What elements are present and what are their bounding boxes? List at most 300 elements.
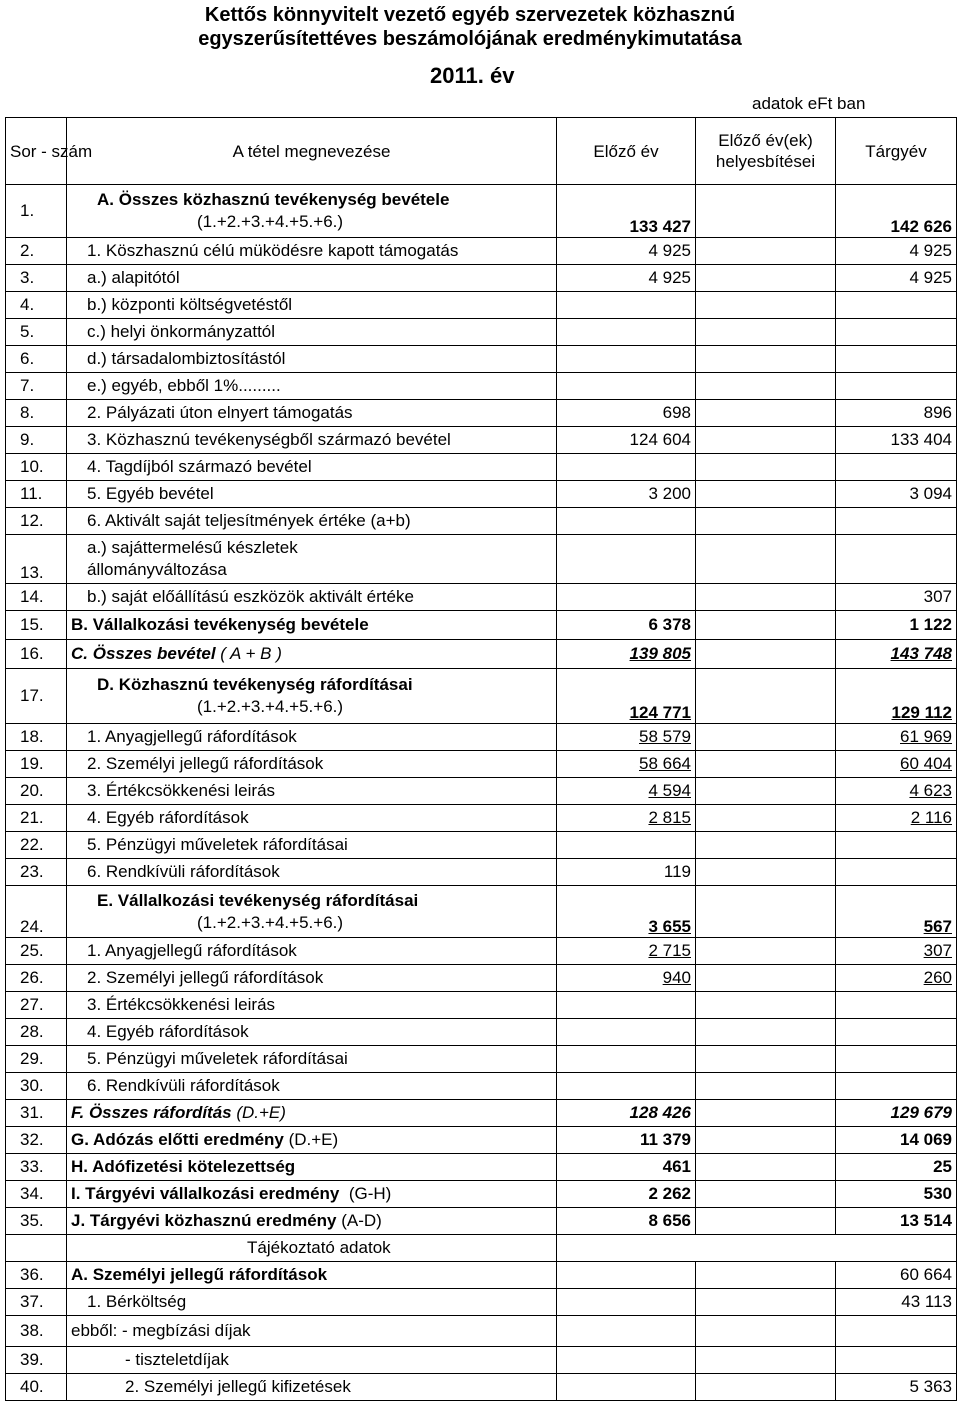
prev-adj-cell [696,751,836,778]
row-number: 31. [6,1100,67,1127]
row-label-line-2: (1.+2.+3.+4.+5.+6.) [197,697,344,716]
prev-year-cell [557,1208,696,1235]
row-label-line-1: D. Közhasznú tevékenység ráfordításai [97,675,413,694]
row-number: 27. [6,992,67,1019]
table-row [6,640,957,669]
current-year-cell [836,481,957,508]
row-number: 33. [6,1154,67,1181]
row-number: 10. [6,454,67,481]
prev-year-cell-value: 119 [663,862,691,881]
section-row [6,1235,957,1262]
prev-adj-cell [696,1316,836,1347]
current-year-cell [836,400,957,427]
prev-year-cell [557,319,696,346]
current-year-cell [836,1316,957,1347]
row-number: 17. [6,669,67,724]
prev-adj-cell [696,1347,836,1374]
row-number: 14. [6,584,67,611]
row-label [67,1181,557,1208]
prev-year-cell [557,1289,696,1316]
row-label: d.) társadalombiztosítástól [67,346,557,373]
prev-adj-cell [696,859,836,886]
row-number: 37. [6,1289,67,1316]
prev-year-cell [557,265,696,292]
row-label: 5. Pénzügyi műveletek ráfordításai [67,1046,557,1073]
current-year-cell [836,611,957,640]
row-label: 6. Rendkívüli ráfordítások [67,859,557,886]
row-number: 35. [6,1208,67,1235]
table-row [6,584,957,611]
table-row [6,508,957,535]
table-row [6,454,957,481]
section-sor-cell [6,1235,67,1262]
report-title-line-2: egyszerűsítettéves beszámolójának eredménykimutatása [198,28,742,50]
current-year-cell [836,859,957,886]
prev-year-cell-value: 128 426 [629,1103,691,1122]
current-year-cell-value: 129 112 [891,703,952,722]
prev-year-cell [557,751,696,778]
row-label: 5. Egyéb bevétel [67,481,557,508]
current-year-cell [836,1100,957,1127]
current-year-cell-value: 1 122 [909,615,952,634]
row-number: 22. [6,832,67,859]
row-label [67,1127,557,1154]
prev-year-cell [557,1046,696,1073]
prev-year-cell-value: 940 [662,968,691,987]
current-year-cell-value: 133 404 [890,430,952,449]
current-year-cell [836,1154,957,1181]
prev-year-cell [557,640,696,669]
current-year-cell [836,992,957,1019]
row-number: 15. [6,611,67,640]
prev-year-cell [557,886,696,938]
table-row [6,373,957,400]
current-year-cell-value: 307 [923,587,952,606]
row-label: ebből: - megbízási díjak [67,1316,557,1347]
prev-adj-cell [696,535,836,584]
table-body [6,185,957,1401]
row-number: 21. [6,805,67,832]
prev-year-cell [557,1316,696,1347]
row-number: 38. [6,1316,67,1347]
row-label: 6. Aktivált saját teljesítmények értéke (a+b) [67,508,557,535]
prev-adj-cell [696,1208,836,1235]
current-year-cell-value: 143 748 [890,644,952,663]
prev-adj-cell [696,508,836,535]
current-year-cell-value: 14 069 [900,1130,952,1149]
table-row [6,265,957,292]
row-label-line-1: A. Összes közhasznú tevékenység bevétele [97,190,450,209]
table-row [6,346,957,373]
row-label: 3. Közhasznú tevékenységből származó bevétel [67,427,557,454]
table-row [6,1347,957,1374]
current-year-cell [836,886,957,938]
current-year-cell-value: 260 [923,968,952,987]
prev-adj-cell [696,400,836,427]
current-year-cell-value: 13 514 [900,1211,952,1230]
current-year-cell [836,1127,957,1154]
row-label-suffix: (D.+E) [283,1130,339,1149]
row-label: 2. Pályázati úton elnyert támogatás [67,400,557,427]
prev-year-cell [557,965,696,992]
prev-year-cell [557,1181,696,1208]
current-year-cell-value: 530 [923,1184,952,1203]
prev-year-cell [557,238,696,265]
prev-adj-cell [696,292,836,319]
current-year-cell [836,1181,957,1208]
prev-year-cell-value: 698 [662,403,691,422]
prev-year-cell-value: 2 715 [648,941,691,960]
prev-year-cell [557,724,696,751]
row-label: - tiszteletdíjak [67,1347,557,1374]
row-label [67,185,557,238]
current-year-cell [836,1262,957,1289]
row-label: 1. Anyagjellegű ráfordítások [67,938,557,965]
row-label: 4. Tagdíjból származó bevétel [67,454,557,481]
prev-year-cell [557,584,696,611]
table-row [6,1100,957,1127]
current-year-cell-value: 307 [923,941,952,960]
row-label: 3. Értékcsökkenési leirás [67,778,557,805]
row-number: 13. [6,535,67,584]
table-row [6,319,957,346]
current-year-cell [836,1374,957,1401]
table-row [6,886,957,938]
prev-adj-cell [696,992,836,1019]
prev-year-cell-value: 124 604 [629,430,691,449]
current-year-cell [836,265,957,292]
header-curr: Tárgyév [836,118,957,185]
row-number: 25. [6,938,67,965]
current-year-cell [836,238,957,265]
row-label-suffix: (D.+E) [231,1103,286,1122]
table-row [6,1073,957,1100]
row-label-line-1: a.) sajáttermelésű készletek [87,538,298,557]
current-year-cell-value: 896 [923,403,952,422]
current-year-cell-value: 60 404 [900,754,952,773]
row-label: 4. Egyéb ráfordítások [67,805,557,832]
prev-year-cell [557,992,696,1019]
row-number: 9. [6,427,67,454]
row-number: 19. [6,751,67,778]
current-year-cell [836,584,957,611]
row-label: e.) egyéb, ebből 1%......... [67,373,557,400]
row-number: 1. [6,185,67,238]
prev-year-cell [557,778,696,805]
row-label-line-2: állományváltozása [87,560,227,579]
row-label: 2. Személyi jellegű ráfordítások [67,751,557,778]
row-number: 20. [6,778,67,805]
current-year-cell [836,640,957,669]
prev-year-cell [557,1019,696,1046]
row-number: 2. [6,238,67,265]
prev-adj-cell [696,185,836,238]
table-row [6,1208,957,1235]
table-row [6,1154,957,1181]
table-row [6,992,957,1019]
table-row [6,238,957,265]
prev-adj-cell [696,265,836,292]
prev-year-cell [557,481,696,508]
prev-year-cell [557,859,696,886]
prev-adj-cell [696,1374,836,1401]
prev-adj-cell [696,1019,836,1046]
prev-year-cell [557,1347,696,1374]
current-year-cell-value: 60 664 [900,1265,952,1284]
row-label: 5. Pénzügyi műveletek ráfordításai [67,832,557,859]
prev-year-cell-value: 6 378 [648,615,691,634]
prev-year-cell-value: 4 925 [648,268,691,287]
row-label: b.) központi költségvetéstől [67,292,557,319]
prev-year-cell-value: 133 427 [629,217,691,236]
report-title-line-1: Kettős könnyvitelt vezető egyéb szervezetek közhasznú [204,4,736,26]
prev-year-cell-value: 11 379 [639,1130,691,1149]
prev-year-cell [557,805,696,832]
header-prev: Előző év [557,118,696,185]
current-year-cell [836,669,957,724]
current-year-cell-value: 5 363 [909,1377,952,1396]
prev-adj-cell [696,1262,836,1289]
current-year-cell-value: 142 626 [890,217,952,236]
table-row [6,292,957,319]
table-row [6,859,957,886]
prev-year-cell [557,427,696,454]
prev-year-cell-value: 4 925 [648,241,691,260]
row-number: 34. [6,1181,67,1208]
row-number: 39. [6,1347,67,1374]
prev-year-cell [557,185,696,238]
row-label: b.) saját előállítású eszközök aktivált értéke [67,584,557,611]
current-year-cell [836,751,957,778]
row-label: 2. Személyi jellegű ráfordítások [67,965,557,992]
row-number: 40. [6,1374,67,1401]
row-label-main: F. Összes ráfordítás [71,1103,232,1122]
row-label [67,535,557,584]
table-row [6,724,957,751]
prev-year-cell [557,1073,696,1100]
row-number: 36. [6,1262,67,1289]
header-name: A tétel megnevezése [67,118,557,185]
prev-year-cell-value: 461 [662,1157,691,1176]
table-row [6,1289,957,1316]
current-year-cell-value: 61 969 [900,727,952,746]
row-number: 3. [6,265,67,292]
row-label: 4. Egyéb ráfordítások [67,1019,557,1046]
row-label: 1. Köszhasznú célú müködésre kapott támogatás [67,238,557,265]
table-row [6,1019,957,1046]
row-label: H. Adófizetési kötelezettség [67,1154,557,1181]
prev-year-cell [557,400,696,427]
row-label-main: G. Adózás előtti eredmény [71,1130,284,1149]
row-label: a.) alapitótól [67,265,557,292]
prev-year-cell [557,346,696,373]
table-row [6,669,957,724]
prev-adj-cell [696,238,836,265]
table-row [6,1262,957,1289]
current-year-cell [836,508,957,535]
row-number: 5. [6,319,67,346]
prev-adj-cell [696,1100,836,1127]
current-year-cell-value: 2 116 [910,808,952,827]
current-year-cell [836,292,957,319]
current-year-cell [836,1019,957,1046]
prev-adj-cell [696,669,836,724]
current-year-cell [836,1289,957,1316]
prev-year-cell-value: 3 200 [648,484,691,503]
income-statement-table [5,117,957,1401]
prev-adj-cell [696,805,836,832]
row-label: B. Vállalkozási tevékenység bevétele [67,611,557,640]
current-year-cell [836,535,957,584]
row-number: 26. [6,965,67,992]
header-sor: Sor - szám [6,118,67,185]
prev-adj-cell [696,454,836,481]
prev-year-cell [557,1127,696,1154]
table-row [6,185,957,238]
row-number: 32. [6,1127,67,1154]
row-number: 4. [6,292,67,319]
current-year-cell-value: 25 [933,1157,952,1176]
prev-year-cell-value: 4 594 [648,781,691,800]
prev-adj-cell [696,1127,836,1154]
row-label: 2. Személyi jellegű kifizetések [67,1374,557,1401]
current-year-cell [836,832,957,859]
section-empty-cell [557,1235,957,1262]
table-row [6,751,957,778]
prev-year-cell-value: 2 262 [648,1184,691,1203]
row-number: 11. [6,481,67,508]
prev-adj-cell [696,832,836,859]
row-label [67,886,557,938]
prev-adj-cell [696,481,836,508]
table-row [6,832,957,859]
current-year-cell [836,185,957,238]
prev-year-cell [557,454,696,481]
current-year-cell [836,373,957,400]
current-year-cell-value: 129 679 [890,1103,952,1122]
table-row [6,805,957,832]
row-label: 6. Rendkívüli ráfordítások [67,1073,557,1100]
row-number: 24. [6,886,67,938]
prev-adj-cell [696,965,836,992]
row-label-main: J. Tárgyévi közhasznú eredmény [71,1211,337,1230]
prev-year-cell-value: 139 805 [629,644,691,663]
row-number: 29. [6,1046,67,1073]
current-year-cell [836,427,957,454]
row-label [67,669,557,724]
row-label [67,1100,557,1127]
table-row [6,535,957,584]
row-label [67,1208,557,1235]
row-label: c.) helyi önkormányzattól [67,319,557,346]
prev-adj-cell [696,611,836,640]
row-number: 28. [6,1019,67,1046]
table-row [6,938,957,965]
row-number: 6. [6,346,67,373]
current-year-cell [836,805,957,832]
row-label-suffix: (G-H) [339,1184,392,1203]
current-year-cell-value: 3 094 [909,484,952,503]
row-label: 1. Anyagjellegű ráfordítások [67,724,557,751]
table-row [6,778,957,805]
table-row [6,400,957,427]
prev-year-cell-value: 58 579 [639,727,691,746]
row-label: 1. Bérköltség [67,1289,557,1316]
prev-adj-cell [696,1181,836,1208]
row-number: 30. [6,1073,67,1100]
current-year-cell [836,346,957,373]
table-row [6,1046,957,1073]
prev-adj-cell [696,938,836,965]
row-label-suffix: (A-D) [336,1211,382,1230]
current-year-cell [836,724,957,751]
prev-year-cell [557,669,696,724]
table-row [6,1374,957,1401]
row-number: 16. [6,640,67,669]
row-label-main: C. Összes bevétel [71,644,216,663]
prev-year-cell-value: 2 815 [648,808,691,827]
table-row [6,427,957,454]
row-number: 23. [6,859,67,886]
row-label: A. Személyi jellegű ráfordítások [67,1262,557,1289]
section-label: Tájékoztató adatok [67,1235,557,1262]
row-number: 7. [6,373,67,400]
prev-year-cell-value: 58 664 [639,754,691,773]
prev-adj-cell [696,584,836,611]
current-year-cell [836,1347,957,1374]
prev-year-cell [557,508,696,535]
prev-adj-cell [696,1154,836,1181]
prev-adj-cell [696,886,836,938]
current-year-cell [836,319,957,346]
row-number: 8. [6,400,67,427]
current-year-cell [836,778,957,805]
table-row [6,611,957,640]
table-row [6,965,957,992]
prev-adj-cell [696,640,836,669]
current-year-cell [836,965,957,992]
current-year-cell [836,1208,957,1235]
prev-adj-cell [696,346,836,373]
prev-year-cell [557,1100,696,1127]
prev-adj-cell [696,724,836,751]
row-label-line-1: E. Vállalkozási tevékenység ráfordításai [97,890,419,910]
current-year-cell-value: 43 113 [901,1292,952,1311]
current-year-cell-value: 4 925 [909,268,952,287]
row-number: 12. [6,508,67,535]
prev-adj-cell [696,1289,836,1316]
current-year-cell-value: 4 623 [909,781,952,800]
prev-adj-cell [696,1073,836,1100]
row-label-main: I. Tárgyévi vállalkozási eredmény [71,1184,340,1203]
table-row [6,1127,957,1154]
row-number: 18. [6,724,67,751]
prev-year-cell [557,1262,696,1289]
prev-year-cell [557,938,696,965]
table-row [6,1181,957,1208]
current-year-cell [836,454,957,481]
row-label-line-2: (1.+2.+3.+4.+5.+6.) [197,912,344,932]
report-year: 2011. év [430,63,515,88]
row-label-suffix: ( A + B ) [215,644,282,663]
prev-year-cell [557,1154,696,1181]
prev-adj-cell [696,373,836,400]
prev-adj-cell [696,1046,836,1073]
prev-year-cell [557,373,696,400]
prev-year-cell-value: 124 771 [629,703,691,722]
prev-year-cell [557,1374,696,1401]
prev-year-cell [557,611,696,640]
